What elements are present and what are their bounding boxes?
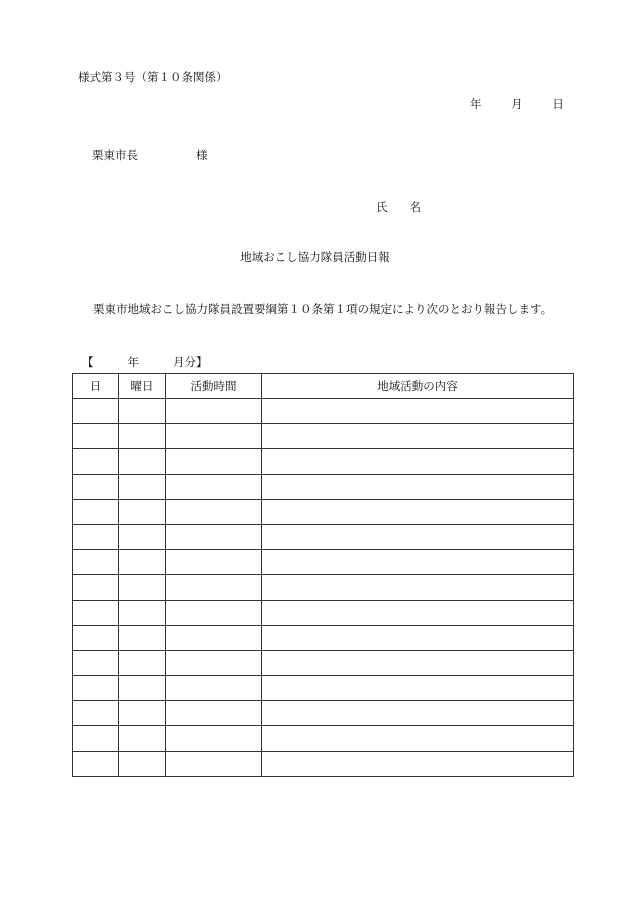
cell-weekday[interactable] [119, 550, 166, 575]
cell-day[interactable] [73, 726, 119, 751]
cell-weekday[interactable] [119, 650, 166, 675]
cell-activity-time[interactable] [166, 524, 262, 549]
applicant-name-line [376, 200, 421, 214]
name-label-mei: 名 [409, 200, 421, 214]
table-row [73, 650, 574, 675]
header-day: 日 [73, 374, 119, 399]
cell-activity-content[interactable] [262, 550, 574, 575]
cell-activity-content[interactable] [262, 751, 574, 776]
cell-day[interactable] [73, 424, 119, 449]
period-open-bracket: 【 [82, 355, 94, 369]
period-year-label: 年 [127, 355, 139, 369]
cell-activity-content[interactable] [262, 499, 574, 524]
cell-activity-content[interactable] [262, 625, 574, 650]
date-day-label: 日 [552, 97, 564, 111]
table-row [73, 575, 574, 600]
cell-weekday[interactable] [119, 701, 166, 726]
cell-activity-content[interactable] [262, 701, 574, 726]
cell-activity-time[interactable] [166, 676, 262, 701]
cell-weekday[interactable] [119, 474, 166, 499]
cell-day[interactable] [73, 474, 119, 499]
addressee-name: 栗東市長 [92, 148, 138, 162]
cell-day[interactable] [73, 701, 119, 726]
cell-activity-content[interactable] [262, 575, 574, 600]
table-row [73, 625, 574, 650]
date-month-label: 月 [511, 97, 523, 111]
cell-weekday[interactable] [119, 600, 166, 625]
table-row [73, 474, 574, 499]
cell-day[interactable] [73, 625, 119, 650]
table-row [73, 600, 574, 625]
cell-activity-time[interactable] [166, 701, 262, 726]
header-activity-content: 地域活動の内容 [262, 374, 574, 399]
cell-activity-content[interactable] [262, 650, 574, 675]
cell-activity-time[interactable] [166, 449, 262, 474]
cell-weekday[interactable] [119, 499, 166, 524]
cell-weekday[interactable] [119, 449, 166, 474]
table-row [73, 499, 574, 524]
cell-day[interactable] [73, 449, 119, 474]
cell-day[interactable] [73, 600, 119, 625]
cell-day[interactable] [73, 524, 119, 549]
form-number: 様式第３号（第１０条関係） [78, 70, 228, 84]
table-row [73, 399, 574, 424]
cell-day[interactable] [73, 650, 119, 675]
table-row [73, 449, 574, 474]
cell-activity-time[interactable] [166, 424, 262, 449]
cell-activity-content[interactable] [262, 600, 574, 625]
document-title: 地域おこし協力隊員活動日報 [240, 250, 390, 264]
cell-activity-time[interactable] [166, 726, 262, 751]
cell-weekday[interactable] [119, 524, 166, 549]
table-row [73, 424, 574, 449]
cell-activity-content[interactable] [262, 449, 574, 474]
activity-report-table [72, 373, 574, 777]
table-row [73, 550, 574, 575]
cell-activity-time[interactable] [166, 600, 262, 625]
cell-activity-time[interactable] [166, 399, 262, 424]
cell-day[interactable] [73, 751, 119, 776]
cell-activity-content[interactable] [262, 424, 574, 449]
name-label-shi: 氏 [376, 200, 388, 214]
date-line [470, 97, 564, 111]
table-header-row [73, 374, 574, 399]
table-row [73, 676, 574, 701]
table-row [73, 726, 574, 751]
header-activity-time: 活動時間 [166, 374, 262, 399]
period-label [82, 355, 208, 369]
report-statement: 栗東市地域おこし協力隊員設置要綱第１０条第１項の規定により次のとおり報告します。 [93, 302, 553, 316]
date-year-label: 年 [470, 97, 482, 111]
cell-weekday[interactable] [119, 625, 166, 650]
cell-day[interactable] [73, 575, 119, 600]
cell-activity-time[interactable] [166, 575, 262, 600]
addressee [92, 148, 208, 162]
cell-day[interactable] [73, 676, 119, 701]
cell-activity-time[interactable] [166, 751, 262, 776]
cell-activity-content[interactable] [262, 726, 574, 751]
cell-activity-content[interactable] [262, 474, 574, 499]
cell-weekday[interactable] [119, 726, 166, 751]
cell-activity-time[interactable] [166, 650, 262, 675]
addressee-honorific: 様 [196, 148, 208, 162]
table-row [73, 701, 574, 726]
cell-weekday[interactable] [119, 751, 166, 776]
cell-day[interactable] [73, 499, 119, 524]
cell-activity-time[interactable] [166, 625, 262, 650]
cell-weekday[interactable] [119, 399, 166, 424]
cell-activity-time[interactable] [166, 550, 262, 575]
cell-activity-content[interactable] [262, 524, 574, 549]
period-month-label: 月分】 [173, 355, 208, 369]
cell-weekday[interactable] [119, 676, 166, 701]
cell-activity-content[interactable] [262, 399, 574, 424]
cell-activity-time[interactable] [166, 474, 262, 499]
header-weekday: 曜日 [119, 374, 166, 399]
cell-activity-content[interactable] [262, 676, 574, 701]
cell-day[interactable] [73, 399, 119, 424]
cell-day[interactable] [73, 550, 119, 575]
table-body [73, 399, 574, 777]
table-row [73, 751, 574, 776]
table-row [73, 524, 574, 549]
cell-weekday[interactable] [119, 424, 166, 449]
cell-activity-time[interactable] [166, 499, 262, 524]
cell-weekday[interactable] [119, 575, 166, 600]
